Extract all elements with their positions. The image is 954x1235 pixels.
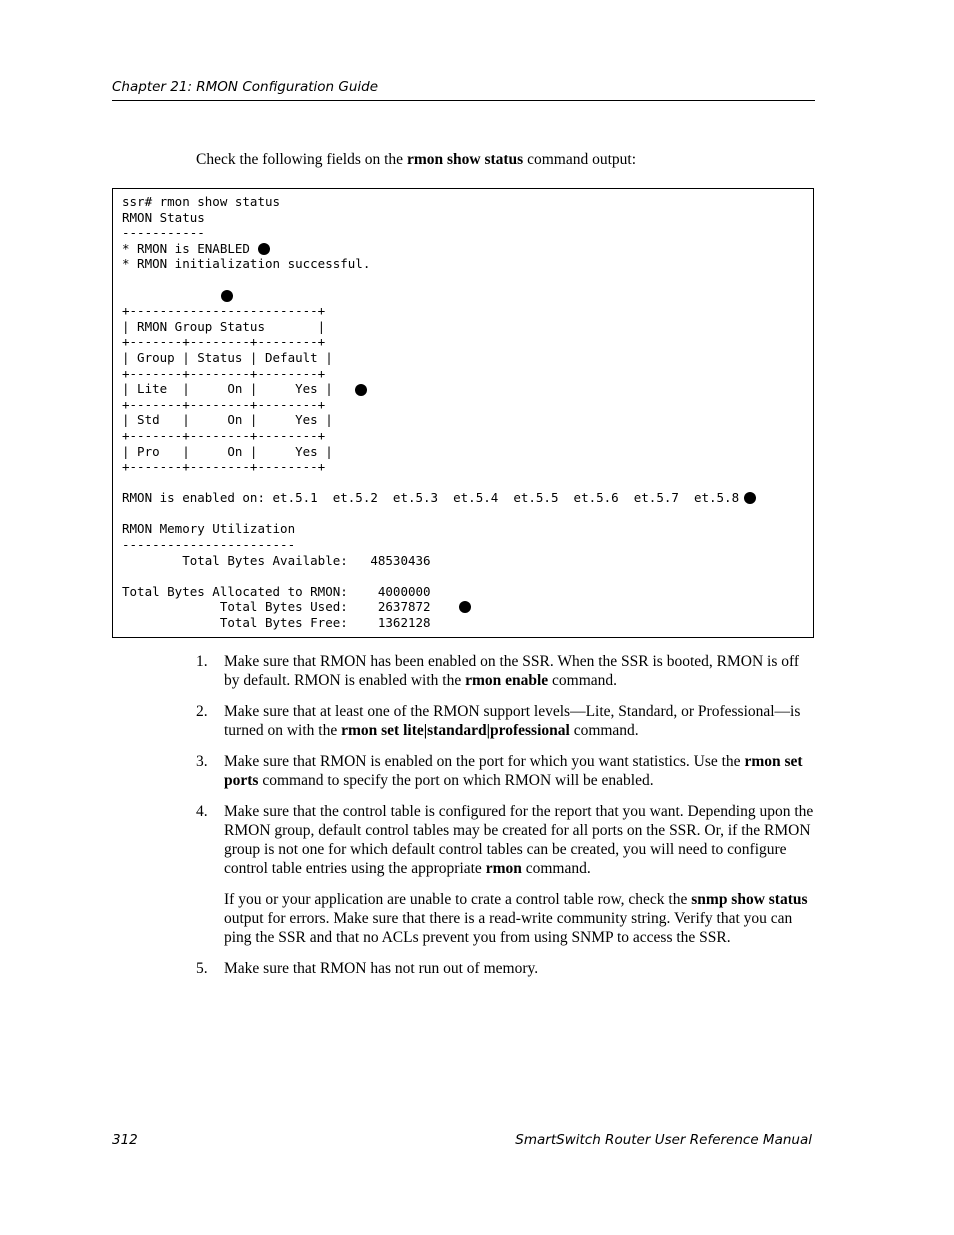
callout-marker-3 xyxy=(355,384,367,396)
callout-marker-2 xyxy=(221,290,233,302)
header-rule xyxy=(112,100,815,101)
running-header: Chapter 21: RMON Configuration Guide xyxy=(112,79,379,95)
step-command: snmp show status xyxy=(691,891,808,908)
intro-paragraph xyxy=(196,150,636,169)
callout-marker-4 xyxy=(744,492,756,504)
step-text: Make sure that at least one of the RMON support levels—Lite, Standard, or Professional—is turned on with the rmon set lite|standard|professional command. xyxy=(224,703,801,739)
step-note: If you or your application are unable to crate a control table row, check the snmp show status output for errors. Make sure that there is a read-write community string. Verify that you can ping the SSR and that no ACLs prevent you from using SNMP to access the SSR. xyxy=(224,891,808,946)
step-item xyxy=(196,752,816,790)
step-number: 1. xyxy=(196,653,208,670)
command-output: ssr# rmon show status RMON Status ----------- * RMON is ENABLED * RMON initialization successful. +-------------------------+ | RMON Group Status | +-------+--------+--------+ | Group | Status | Default | +-------+--------+--------+ | Lite | On | Yes | +-------+--------+--------+ | Std | On | Yes | +-------+--------+--------+ | Pro | On | Yes | +-------+--------+--------+ RMON is enabled on: et.5.1 et.5.2 et.5.3 et.5.4 et.5.5 et.5.6 et.5.7 et.5.8 RMON Memory Utilization ----------------------- Total Bytes Available: 48530436 Total Bytes Allocated to RMON: 4000000 Total Bytes Used: 2637872 Total Bytes Free: 1362128 xyxy=(122,194,740,631)
step-number: 3. xyxy=(196,753,208,770)
step-text: Make sure that RMON is enabled on the port for which you want statistics. Use the rmon set ports command to specify the port on which RMON will be enabled. xyxy=(224,753,803,789)
callout-marker-5 xyxy=(459,601,471,613)
step-command: rmon enable xyxy=(465,672,549,689)
command-output-box xyxy=(112,188,814,638)
step-text: Make sure that RMON has not run out of memory. xyxy=(224,960,539,977)
page-number: 312 xyxy=(112,1132,138,1148)
step-command: rmon xyxy=(485,860,522,877)
step-item xyxy=(196,702,816,740)
callout-marker-1 xyxy=(258,243,270,255)
step-number: 4. xyxy=(196,803,208,820)
step-number: 2. xyxy=(196,703,208,720)
step-item xyxy=(196,802,816,947)
step-item xyxy=(196,959,816,978)
manual-title: SmartSwitch Router User Reference Manual xyxy=(515,1132,812,1148)
step-command: rmon set lite|standard|professional xyxy=(341,722,570,739)
intro-text: Check the following fields on the xyxy=(196,151,407,168)
step-item xyxy=(196,652,816,690)
step-text: Make sure that RMON has been enabled on the SSR. When the SSR is booted, RMON is off by default. RMON is enabled with the rmon enable command. xyxy=(224,653,800,689)
step-command: rmon set ports xyxy=(224,753,803,789)
intro-command: rmon show status xyxy=(406,151,524,168)
step-number: 5. xyxy=(196,960,208,977)
step-text: Make sure that the control table is configured for the report that you want. Depending upon the RMON group, default control tables may be created for all ports on the SSR. Or, if the RMON group is not one for which default control tables can be created, you will need to configure control table entries using the appropriate rmon command. xyxy=(224,803,814,877)
troubleshooting-steps xyxy=(196,652,816,990)
intro-text-end: command output: xyxy=(523,151,636,168)
